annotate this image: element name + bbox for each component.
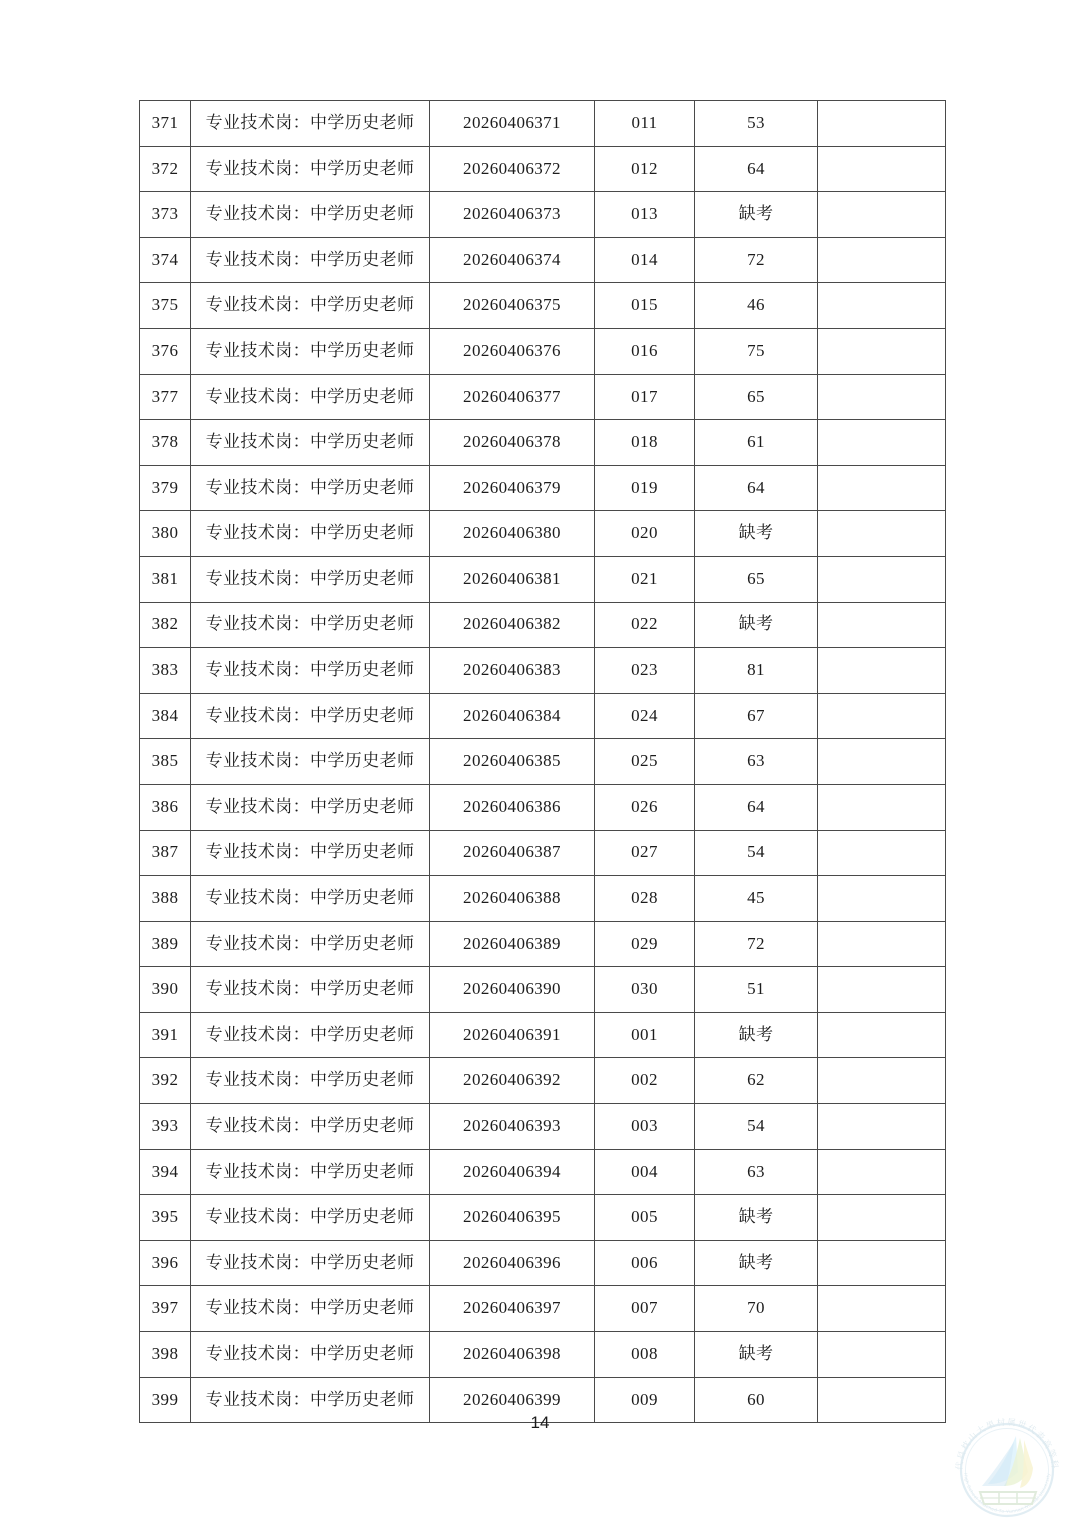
cell-room-number: 008 bbox=[595, 1332, 695, 1378]
cell-note bbox=[818, 192, 946, 238]
page-number: 14 bbox=[530, 1413, 550, 1432]
cell-exam-id: 20260406394 bbox=[430, 1149, 595, 1195]
table-row bbox=[140, 420, 946, 466]
cell-post: 专业技术岗：中学历史老师 bbox=[191, 1286, 430, 1332]
cell-note bbox=[818, 921, 946, 967]
cell-note bbox=[818, 602, 946, 648]
cell-score: 81 bbox=[695, 648, 818, 694]
cell-room-number: 030 bbox=[595, 967, 695, 1013]
cell-sequence: 393 bbox=[140, 1104, 191, 1150]
cell-score: 64 bbox=[695, 146, 818, 192]
cell-exam-id: 20260406371 bbox=[430, 101, 595, 147]
cell-post: 专业技术岗：中学历史老师 bbox=[191, 192, 430, 238]
cell-room-number: 004 bbox=[595, 1149, 695, 1195]
table-row bbox=[140, 1332, 946, 1378]
cell-exam-id: 20260406393 bbox=[430, 1104, 595, 1150]
cell-room-number: 022 bbox=[595, 602, 695, 648]
cell-post: 专业技术岗：中学历史老师 bbox=[191, 1332, 430, 1378]
cell-note bbox=[818, 420, 946, 466]
cell-note bbox=[818, 648, 946, 694]
cell-sequence: 389 bbox=[140, 921, 191, 967]
cell-sequence: 388 bbox=[140, 876, 191, 922]
cell-score: 缺考 bbox=[695, 1240, 818, 1286]
cell-note bbox=[818, 511, 946, 557]
cell-sequence: 399 bbox=[140, 1377, 191, 1423]
cell-room-number: 016 bbox=[595, 328, 695, 374]
cell-sequence: 371 bbox=[140, 101, 191, 147]
table-row bbox=[140, 192, 946, 238]
cell-exam-id: 20260406377 bbox=[430, 374, 595, 420]
cell-note bbox=[818, 465, 946, 511]
table-row bbox=[140, 784, 946, 830]
cell-sequence: 385 bbox=[140, 739, 191, 785]
cell-sequence: 397 bbox=[140, 1286, 191, 1332]
table-row bbox=[140, 693, 946, 739]
cell-sequence: 378 bbox=[140, 420, 191, 466]
cell-note bbox=[818, 693, 946, 739]
cell-room-number: 018 bbox=[595, 420, 695, 466]
cell-post: 专业技术岗：中学历史老师 bbox=[191, 921, 430, 967]
cell-note bbox=[818, 1058, 946, 1104]
table-row bbox=[140, 511, 946, 557]
cell-sequence: 383 bbox=[140, 648, 191, 694]
exam-score-table-body bbox=[140, 101, 946, 1423]
cell-room-number: 019 bbox=[595, 465, 695, 511]
cell-score: 65 bbox=[695, 374, 818, 420]
cell-sequence: 392 bbox=[140, 1058, 191, 1104]
cell-room-number: 029 bbox=[595, 921, 695, 967]
cell-exam-id: 20260406385 bbox=[430, 739, 595, 785]
cell-sequence: 372 bbox=[140, 146, 191, 192]
cell-note bbox=[818, 1240, 946, 1286]
cell-room-number: 012 bbox=[595, 146, 695, 192]
cell-sequence: 387 bbox=[140, 830, 191, 876]
cell-post: 专业技术岗：中学历史老师 bbox=[191, 374, 430, 420]
cell-note bbox=[818, 283, 946, 329]
cell-room-number: 023 bbox=[595, 648, 695, 694]
cell-exam-id: 20260406372 bbox=[430, 146, 595, 192]
cell-post: 专业技术岗：中学历史老师 bbox=[191, 237, 430, 283]
cell-exam-id: 20260406376 bbox=[430, 328, 595, 374]
cell-room-number: 011 bbox=[595, 101, 695, 147]
cell-room-number: 007 bbox=[595, 1286, 695, 1332]
table-row bbox=[140, 648, 946, 694]
cell-post: 专业技术岗：中学历史老师 bbox=[191, 967, 430, 1013]
cell-post: 专业技术岗：中学历史老师 bbox=[191, 420, 430, 466]
cell-score: 63 bbox=[695, 1149, 818, 1195]
cell-post: 专业技术岗：中学历史老师 bbox=[191, 693, 430, 739]
cell-room-number: 028 bbox=[595, 876, 695, 922]
table-row bbox=[140, 876, 946, 922]
table-row bbox=[140, 556, 946, 602]
table-row bbox=[140, 1058, 946, 1104]
table-row bbox=[140, 967, 946, 1013]
cell-room-number: 017 bbox=[595, 374, 695, 420]
table-row bbox=[140, 1149, 946, 1195]
cell-score: 67 bbox=[695, 693, 818, 739]
cell-score: 缺考 bbox=[695, 1195, 818, 1241]
table-row bbox=[140, 1012, 946, 1058]
exam-score-table bbox=[139, 100, 946, 1423]
cell-post: 专业技术岗：中学历史老师 bbox=[191, 602, 430, 648]
table-row bbox=[140, 1240, 946, 1286]
cell-exam-id: 20260406380 bbox=[430, 511, 595, 557]
cell-post: 专业技术岗：中学历史老师 bbox=[191, 1240, 430, 1286]
cell-note bbox=[818, 556, 946, 602]
cell-exam-id: 20260406391 bbox=[430, 1012, 595, 1058]
cell-sequence: 377 bbox=[140, 374, 191, 420]
cell-sequence: 384 bbox=[140, 693, 191, 739]
table-row bbox=[140, 1195, 946, 1241]
cell-post: 专业技术岗：中学历史老师 bbox=[191, 1058, 430, 1104]
cell-post: 专业技术岗：中学历史老师 bbox=[191, 511, 430, 557]
cell-post: 专业技术岗：中学历史老师 bbox=[191, 784, 430, 830]
cell-sequence: 380 bbox=[140, 511, 191, 557]
cell-post: 专业技术岗：中学历史老师 bbox=[191, 739, 430, 785]
cell-sequence: 398 bbox=[140, 1332, 191, 1378]
cell-exam-id: 20260406378 bbox=[430, 420, 595, 466]
cell-note bbox=[818, 1286, 946, 1332]
cell-exam-id: 20260406396 bbox=[430, 1240, 595, 1286]
cell-sequence: 376 bbox=[140, 328, 191, 374]
cell-room-number: 003 bbox=[595, 1104, 695, 1150]
cell-note bbox=[818, 1012, 946, 1058]
cell-room-number: 013 bbox=[595, 192, 695, 238]
cell-sequence: 379 bbox=[140, 465, 191, 511]
cell-room-number: 015 bbox=[595, 283, 695, 329]
cell-room-number: 009 bbox=[595, 1377, 695, 1423]
cell-sequence: 381 bbox=[140, 556, 191, 602]
table-row bbox=[140, 465, 946, 511]
cell-note bbox=[818, 784, 946, 830]
cell-post: 专业技术岗：中学历史老师 bbox=[191, 648, 430, 694]
cell-note bbox=[818, 101, 946, 147]
cell-sequence: 394 bbox=[140, 1149, 191, 1195]
cell-exam-id: 20260406392 bbox=[430, 1058, 595, 1104]
cell-note bbox=[818, 967, 946, 1013]
cell-score: 61 bbox=[695, 420, 818, 466]
cell-score: 45 bbox=[695, 876, 818, 922]
table-row bbox=[140, 101, 946, 147]
cell-sequence: 374 bbox=[140, 237, 191, 283]
svg-text:代县枕山大果村属世代表高等科: 代县枕山大果村属世代表高等科 bbox=[954, 1417, 1060, 1471]
cell-post: 专业技术岗：中学历史老师 bbox=[191, 1377, 430, 1423]
cell-note bbox=[818, 374, 946, 420]
cell-exam-id: 20260406388 bbox=[430, 876, 595, 922]
cell-post: 专业技术岗：中学历史老师 bbox=[191, 1104, 430, 1150]
cell-post: 专业技术岗：中学历史老师 bbox=[191, 1149, 430, 1195]
cell-room-number: 005 bbox=[595, 1195, 695, 1241]
table-row bbox=[140, 1104, 946, 1150]
table-row bbox=[140, 374, 946, 420]
cell-score: 64 bbox=[695, 465, 818, 511]
cell-exam-id: 20260406383 bbox=[430, 648, 595, 694]
cell-room-number: 001 bbox=[595, 1012, 695, 1058]
svg-text:High School Attached To Yunnan: High School Attached To Yunnan Normal University bbox=[963, 1472, 1051, 1515]
table-row bbox=[140, 921, 946, 967]
table-row bbox=[140, 602, 946, 648]
table-row bbox=[140, 1286, 946, 1332]
cell-exam-id: 20260406381 bbox=[430, 556, 595, 602]
cell-score: 54 bbox=[695, 1104, 818, 1150]
cell-post: 专业技术岗：中学历史老师 bbox=[191, 101, 430, 147]
cell-note bbox=[818, 1149, 946, 1195]
cell-room-number: 002 bbox=[595, 1058, 695, 1104]
table-row bbox=[140, 283, 946, 329]
cell-score: 60 bbox=[695, 1377, 818, 1423]
cell-exam-id: 20260406390 bbox=[430, 967, 595, 1013]
cell-post: 专业技术岗：中学历史老师 bbox=[191, 328, 430, 374]
cell-score: 54 bbox=[695, 830, 818, 876]
cell-score: 64 bbox=[695, 784, 818, 830]
cell-note bbox=[818, 1104, 946, 1150]
cell-sequence: 391 bbox=[140, 1012, 191, 1058]
cell-score: 65 bbox=[695, 556, 818, 602]
cell-room-number: 021 bbox=[595, 556, 695, 602]
cell-post: 专业技术岗：中学历史老师 bbox=[191, 876, 430, 922]
cell-sequence: 386 bbox=[140, 784, 191, 830]
cell-exam-id: 20260406375 bbox=[430, 283, 595, 329]
cell-note bbox=[818, 146, 946, 192]
cell-exam-id: 20260406398 bbox=[430, 1332, 595, 1378]
cell-post: 专业技术岗：中学历史老师 bbox=[191, 1195, 430, 1241]
cell-room-number: 026 bbox=[595, 784, 695, 830]
cell-room-number: 024 bbox=[595, 693, 695, 739]
cell-room-number: 006 bbox=[595, 1240, 695, 1286]
cell-note bbox=[818, 1195, 946, 1241]
cell-note bbox=[818, 1332, 946, 1378]
cell-exam-id: 20260406382 bbox=[430, 602, 595, 648]
table-row bbox=[140, 146, 946, 192]
cell-post: 专业技术岗：中学历史老师 bbox=[191, 465, 430, 511]
cell-score: 缺考 bbox=[695, 1332, 818, 1378]
cell-post: 专业技术岗：中学历史老师 bbox=[191, 830, 430, 876]
cell-sequence: 390 bbox=[140, 967, 191, 1013]
cell-room-number: 014 bbox=[595, 237, 695, 283]
cell-score: 70 bbox=[695, 1286, 818, 1332]
cell-post: 专业技术岗：中学历史老师 bbox=[191, 283, 430, 329]
cell-exam-id: 20260406379 bbox=[430, 465, 595, 511]
cell-exam-id: 20260406387 bbox=[430, 830, 595, 876]
cell-score: 53 bbox=[695, 101, 818, 147]
cell-note bbox=[818, 876, 946, 922]
cell-score: 62 bbox=[695, 1058, 818, 1104]
cell-exam-id: 20260406386 bbox=[430, 784, 595, 830]
cell-exam-id: 20260406399 bbox=[430, 1377, 595, 1423]
table-row bbox=[140, 739, 946, 785]
cell-score: 46 bbox=[695, 283, 818, 329]
cell-room-number: 025 bbox=[595, 739, 695, 785]
cell-exam-id: 20260406389 bbox=[430, 921, 595, 967]
cell-exam-id: 20260406384 bbox=[430, 693, 595, 739]
cell-sequence: 396 bbox=[140, 1240, 191, 1286]
cell-exam-id: 20260406397 bbox=[430, 1286, 595, 1332]
table-row bbox=[140, 328, 946, 374]
cell-post: 专业技术岗：中学历史老师 bbox=[191, 556, 430, 602]
cell-room-number: 020 bbox=[595, 511, 695, 557]
cell-sequence: 395 bbox=[140, 1195, 191, 1241]
cell-exam-id: 20260406395 bbox=[430, 1195, 595, 1241]
cell-exam-id: 20260406373 bbox=[430, 192, 595, 238]
cell-sequence: 373 bbox=[140, 192, 191, 238]
cell-score: 75 bbox=[695, 328, 818, 374]
cell-score: 63 bbox=[695, 739, 818, 785]
cell-note bbox=[818, 830, 946, 876]
cell-note bbox=[818, 739, 946, 785]
cell-post: 专业技术岗：中学历史老师 bbox=[191, 1012, 430, 1058]
cell-score: 缺考 bbox=[695, 192, 818, 238]
cell-room-number: 027 bbox=[595, 830, 695, 876]
cell-sequence: 375 bbox=[140, 283, 191, 329]
cell-post: 专业技术岗：中学历史老师 bbox=[191, 146, 430, 192]
cell-exam-id: 20260406374 bbox=[430, 237, 595, 283]
cell-note bbox=[818, 237, 946, 283]
cell-score: 72 bbox=[695, 921, 818, 967]
cell-score: 51 bbox=[695, 967, 818, 1013]
cell-note bbox=[818, 328, 946, 374]
cell-score: 缺考 bbox=[695, 511, 818, 557]
table-row bbox=[140, 830, 946, 876]
cell-score: 缺考 bbox=[695, 1012, 818, 1058]
table-row bbox=[140, 237, 946, 283]
cell-score: 缺考 bbox=[695, 602, 818, 648]
cell-sequence: 382 bbox=[140, 602, 191, 648]
cell-score: 72 bbox=[695, 237, 818, 283]
